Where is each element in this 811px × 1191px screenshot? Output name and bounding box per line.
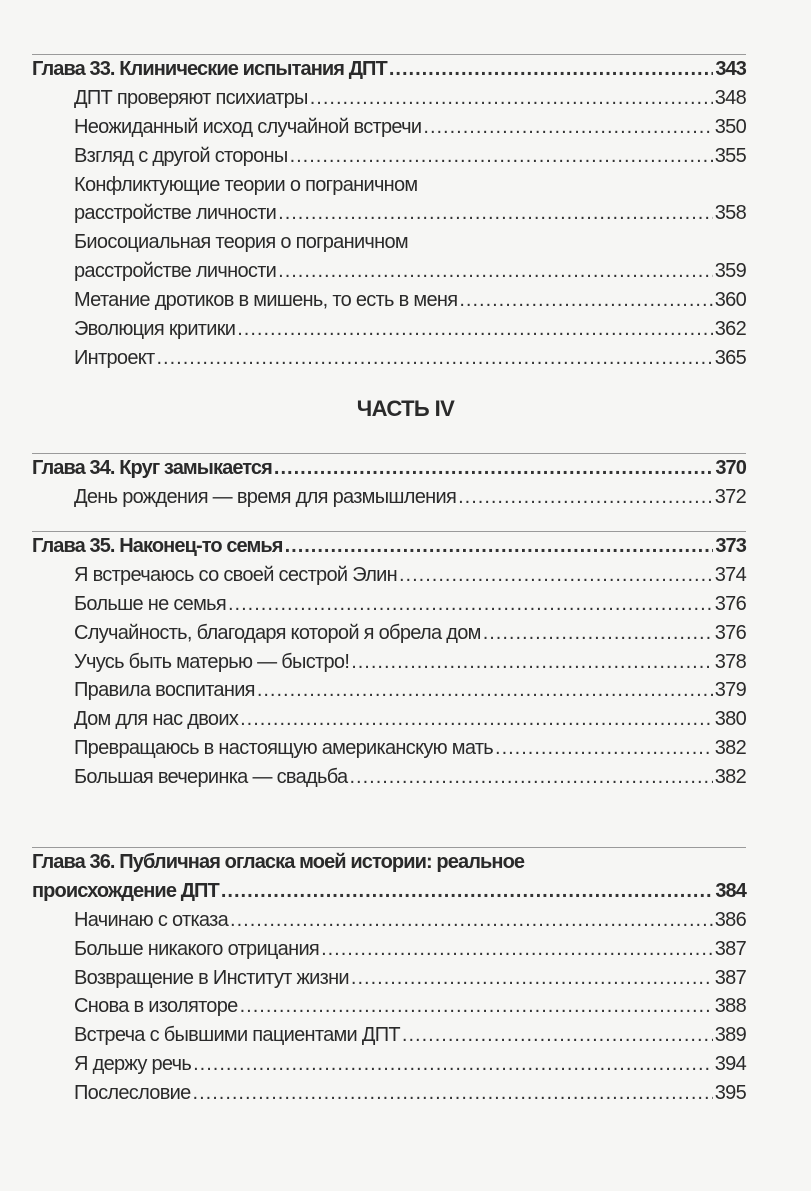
entry-title: Биосоциальная теория о пограничном [74, 231, 408, 254]
entry-page-number: 395 [714, 1082, 746, 1105]
entry-page-number: 382 [714, 766, 746, 789]
entry-page-number: 374 [714, 563, 746, 586]
entry-title: ДПТ проверяют психиатры [74, 86, 308, 109]
entry-page-number: 394 [714, 1053, 746, 1076]
dot-leader [237, 315, 712, 344]
toc-section-entry [32, 1021, 746, 1050]
toc-section-entry [32, 483, 746, 512]
toc-section-entry [32, 286, 746, 315]
dot-leader [278, 199, 713, 228]
toc-group-chapter-33 [32, 54, 746, 373]
entry-title: Конфликтующие теории о пограничном [74, 173, 418, 196]
dot-leader [278, 257, 713, 286]
toc-chapter-entry [32, 532, 746, 561]
entry-page-number: 365 [714, 346, 746, 369]
entry-title: расстройстве личности [74, 260, 277, 283]
toc-section-entry [32, 561, 746, 590]
dot-leader [240, 992, 713, 1021]
toc-chapter-entry [32, 454, 746, 483]
toc-section-entry [32, 171, 746, 200]
toc-section-entry [32, 257, 746, 286]
dot-leader [193, 1050, 713, 1079]
entry-page-number: 386 [714, 908, 746, 931]
toc-section-entry [32, 763, 746, 792]
dot-leader [257, 676, 713, 705]
entry-title: Начинаю с отказа [74, 908, 229, 931]
toc-group-chapter-36 [32, 847, 746, 1108]
toc-chapter-entry [32, 877, 746, 906]
entry-title: Большая вечеринка — свадьба [74, 766, 348, 789]
toc-section-entry [32, 315, 746, 344]
dot-leader [230, 906, 713, 935]
entry-title: Случайность, благодаря которой я обрела дом [74, 621, 481, 644]
toc-section-entry [32, 648, 746, 677]
dot-leader [321, 935, 713, 964]
entry-title: Я встречаюсь со своей сестрой Элин [74, 563, 397, 586]
toc-section-entry [32, 590, 746, 619]
entry-title: Больше никакого отрицания [74, 937, 320, 960]
toc-section-entry [32, 142, 746, 171]
entry-title: Глава 34. Круг замыкается [32, 457, 272, 479]
entry-page-number: 350 [714, 115, 746, 138]
entry-title: Послесловие [74, 1082, 191, 1105]
entry-page-number: 360 [714, 289, 746, 312]
dot-leader [228, 590, 713, 619]
dot-leader [221, 877, 713, 906]
dot-leader [274, 454, 713, 483]
entry-title: Правила воспитания [74, 679, 255, 702]
toc-group-chapter-34 [32, 453, 746, 512]
dot-leader [193, 1079, 713, 1108]
toc-group-chapter-35 [32, 531, 746, 792]
entry-page-number: 388 [714, 995, 746, 1018]
dot-leader [423, 113, 712, 142]
entry-page-number: 387 [714, 937, 746, 960]
entry-page-number: 355 [714, 144, 746, 167]
entry-title: Эволюция критики [74, 318, 236, 341]
entry-title: расстройстве личности [74, 202, 277, 225]
entry-page-number: 376 [714, 621, 746, 644]
toc-section-entry [32, 113, 746, 142]
entry-title: Встреча с бывшими пациентами ДПТ [74, 1024, 400, 1047]
dot-leader [402, 1021, 713, 1050]
toc-section-entry [32, 705, 746, 734]
dot-leader [285, 532, 714, 561]
dot-leader [351, 964, 713, 993]
entry-title: Метание дротиков в мишень, то есть в меня [74, 289, 458, 312]
entry-title: происхождение ДПТ [32, 879, 219, 902]
entry-page-number: 359 [714, 260, 746, 283]
entry-title: Возвращение в Институт жизни [74, 966, 349, 989]
entry-title: Глава 35. Наконец-то семья [32, 535, 283, 557]
entry-title: Больше не семья [74, 592, 226, 615]
toc-section-entry [32, 734, 746, 763]
entry-title: Учусь быть матерью — быстро! [74, 650, 350, 673]
toc-section-entry [32, 619, 746, 648]
entry-page-number: 376 [714, 592, 746, 615]
dot-leader [156, 344, 712, 373]
entry-page-number: 384 [715, 879, 746, 902]
entry-title: Неожиданный исход случайной встречи [74, 115, 422, 138]
entry-page-number: 380 [714, 708, 746, 731]
toc-chapter-entry [32, 55, 746, 84]
entry-title: Снова в изоляторе [74, 995, 238, 1018]
entry-title: Превращаюсь в настоящую американскую мать [74, 737, 494, 760]
toc-section-entry [32, 1079, 746, 1108]
entry-page-number: 372 [714, 485, 746, 508]
entry-page-number: 387 [714, 966, 746, 989]
toc-section-entry [32, 1050, 746, 1079]
dot-leader [483, 619, 713, 648]
dot-leader [290, 142, 713, 171]
dot-leader [458, 483, 713, 512]
toc-section-entry [32, 992, 746, 1021]
toc-section-entry [32, 906, 746, 935]
toc-chapter-entry [32, 848, 746, 877]
entry-page-number: 362 [714, 318, 746, 341]
entry-page-number: 378 [714, 650, 746, 673]
toc-section-entry [32, 935, 746, 964]
toc-section-entry [32, 199, 746, 228]
dot-leader [240, 705, 713, 734]
dot-leader [459, 286, 712, 315]
entry-page-number: 348 [714, 86, 746, 109]
toc-section-entry [32, 344, 746, 373]
toc-section-entry [32, 676, 746, 705]
dot-leader [310, 84, 713, 113]
entry-title: Глава 33. Клинические испытания ДПТ [32, 58, 387, 80]
entry-title: Взгляд с другой стороны [74, 144, 288, 167]
entry-title: День рождения — время для размышления [74, 485, 457, 508]
entry-title: Я держу речь [74, 1053, 192, 1076]
dot-leader [351, 648, 713, 677]
entry-title: Интроект [74, 346, 155, 369]
entry-page-number: 370 [715, 457, 746, 479]
toc-section-entry [32, 84, 746, 113]
entry-title: Глава 36. Публичная огласка моей истории: реальное [32, 851, 525, 873]
dot-leader [389, 55, 713, 84]
dot-leader [399, 561, 713, 590]
entry-page-number: 343 [715, 58, 746, 80]
dot-leader [495, 734, 713, 763]
toc-section-entry [32, 228, 746, 257]
entry-page-number: 373 [715, 535, 746, 557]
entry-title: Дом для нас двоих [74, 708, 239, 731]
part-heading: ЧАСТЬ IV [356, 396, 455, 421]
entry-page-number: 358 [714, 202, 746, 225]
toc-section-entry [32, 964, 746, 993]
entry-page-number: 382 [714, 737, 746, 760]
entry-page-number: 379 [714, 679, 746, 702]
entry-page-number: 389 [714, 1024, 746, 1047]
dot-leader [349, 763, 712, 792]
